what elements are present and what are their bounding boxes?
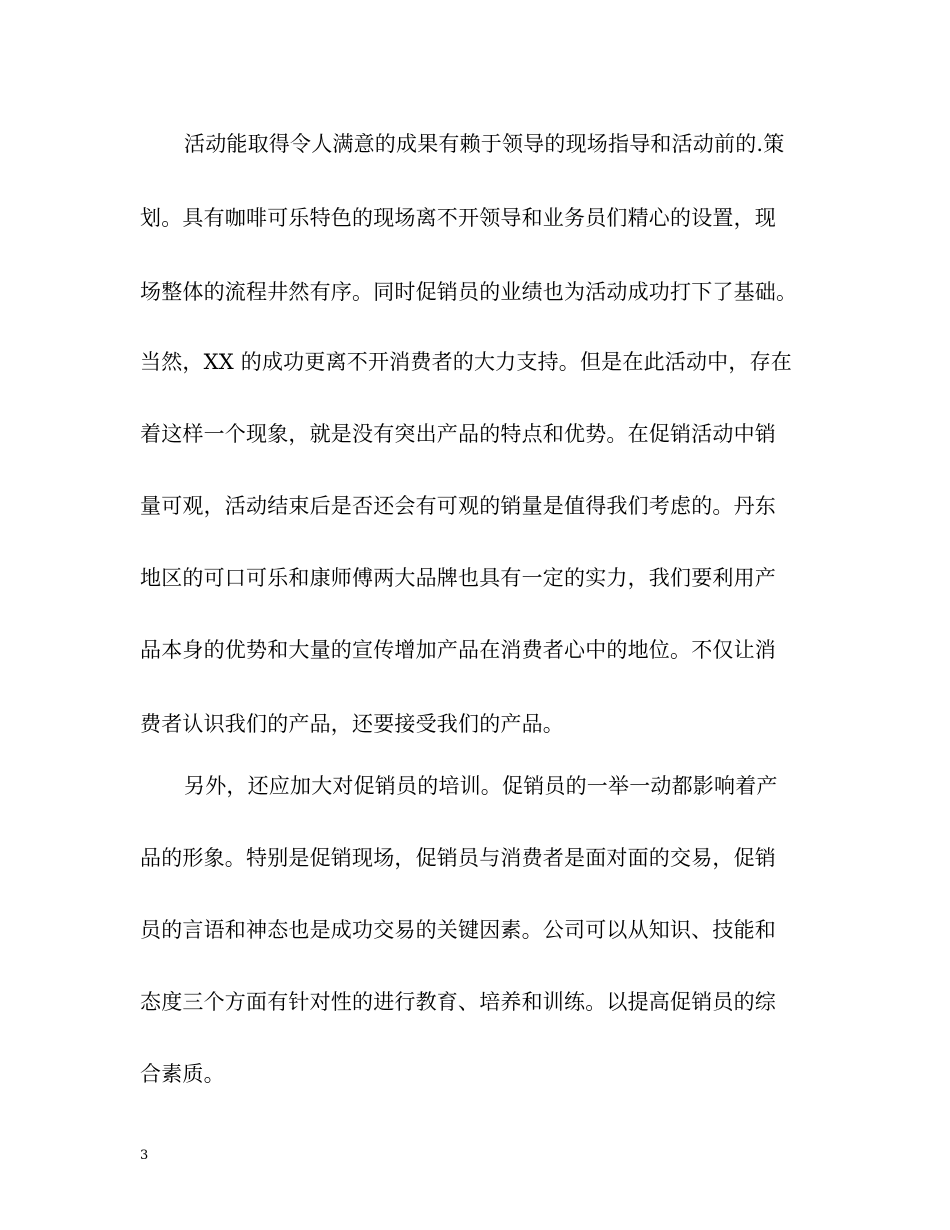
paragraph-1-line-5: 着这样一个现象，就是没有突出产品的特点和优势。在促销活动中销	[140, 422, 776, 446]
page-number: 3	[140, 1148, 149, 1163]
paragraph-2-line-3: 员的言语和神态也是成功交易的关键因素。公司可以从知识、技能和	[140, 918, 776, 942]
paragraph-2-line-4: 态度三个方面有针对性的进行教育、培养和训练。以提高促销员的综	[140, 990, 776, 1014]
paragraph-1-line-1: 活动能取得令人满意的成果有赖于领导的现场指导和活动前的.策	[184, 132, 785, 156]
paragraph-1-line-4: 当然，XX 的成功更离不开消费者的大力支持。但是在此活动中，存在	[140, 350, 792, 374]
paragraph-1-line-7: 地区的可口可乐和康师傅两大品牌也具有一定的实力，我们要利用产	[140, 566, 776, 590]
paragraph-1-line-3: 场整体的流程井然有序。同时促销员的业绩也为活动成功打下了基础。	[140, 280, 798, 304]
paragraph-2-line-1: 另外，还应加大对促销员的培训。促销员的一举一动都影响着产	[184, 774, 778, 798]
paragraph-1-line-9: 费者认识我们的产品，还要接受我们的产品。	[140, 712, 564, 736]
paragraph-2-line-5: 合素质。	[140, 1062, 225, 1086]
paragraph-1-line-8: 品本身的优势和大量的宣传增加产品在消费者心中的地位。不仅让消	[140, 638, 776, 662]
paragraph-1-line-2: 划。具有咖啡可乐特色的现场离不开领导和业务员们精心的设置，现	[140, 206, 776, 230]
paragraph-1-line-6: 量可观，活动结束后是否还会有可观的销量是值得我们考虑的。丹东	[140, 494, 776, 518]
paragraph-2-line-2: 品的形象。特别是促销现场，促销员与消费者是面对面的交易，促销	[140, 846, 776, 870]
